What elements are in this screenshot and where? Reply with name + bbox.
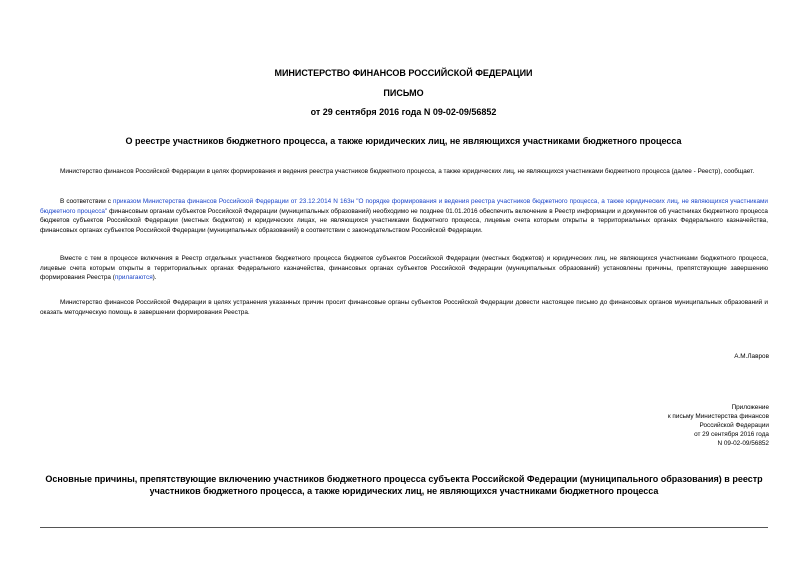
appendix-title: Основные причины, препятствующие включению участников бюджетного процесса субъекта Российской Федерации (муниципального образования) в реестр участников бюджетного процесса, а также юридических лиц, не являющихся участниками бюджетного процесса bbox=[45, 474, 763, 496]
signature: А.М.Лавров bbox=[734, 353, 769, 360]
appendix-line: Российской Федерации bbox=[699, 422, 769, 429]
appendix-link[interactable]: прилагаются bbox=[114, 274, 153, 282]
divider bbox=[40, 527, 768, 528]
appendix-reference bbox=[668, 403, 769, 448]
paragraph-3-end: ). bbox=[152, 274, 157, 282]
appendix-line: от 29 сентября 2016 года bbox=[694, 431, 769, 438]
document-type-heading: ПИСЬМО bbox=[383, 88, 424, 98]
appendix-line: N 09-02-09/56852 bbox=[717, 440, 769, 447]
appendix-line: Приложение bbox=[731, 404, 769, 411]
appendix-line: к письму Министерства финансов bbox=[667, 413, 769, 420]
document-date-number: от 29 сентября 2016 года N 09-02-09/56852 bbox=[310, 107, 497, 117]
paragraph-1: Министерство финансов Российской Федерации в целях формирования и ведения реестра участников бюджетного процесса, а также юридических лиц, не являющихся участниками бюджетного процесса (далее - Реестр), сообщает. bbox=[60, 168, 755, 175]
paragraph-3 bbox=[40, 254, 768, 283]
ministry-heading: МИНИСТЕРСТВО ФИНАНСОВ РОССИЙСКОЙ ФЕДЕРАЦИИ bbox=[274, 68, 533, 78]
paragraph-2 bbox=[40, 197, 768, 235]
document-subject: О реестре участников бюджетного процесса, а также юридических лиц, не являющихся участниками бюджетного процесса bbox=[125, 136, 682, 146]
paragraph-3-text: Вместе с тем в процессе включения в Реестр отдельных участников бюджетного процесса бюджетов субъектов Российской Федерации (местных бюджетов) и юридических лиц, не являющихся участниками бюджетного процесса, лицевые счета которым открыты в территориальных органах Федерального казначейства, финансовых органах субъектов Российской Федерации (муниципальных образований) установлены причины, препятствующие завершению формирования Реестра ( bbox=[40, 255, 768, 282]
paragraph-2-rest: финансовым органам субъектов Российской Федерации (муниципальных образований) необходимо не позднее 01.01.2016 обеспечить включение в Реестр информации и документов об участниках бюджетного процесса бюджетов субъектов Российской Федерации (местных бюджетов) и юридических лицах, не являющихся участниками бюджетного процесса, лицевые счета которым открыты в территориальных органах Федерального казначейства, финансовых органах субъектов Российской Федерации (муниципальных образований) в соответствии с законодательством Российской Федерации. bbox=[40, 207, 768, 234]
paragraph-2-intro: В соответствии с bbox=[60, 198, 114, 205]
order-163n-link[interactable]: приказом Министерства финансов Российской Федерации от 23.12.2014 N 163н "О порядке формирования и ведения реестра участников бюджетного процесса, а также юридических лиц, не являющихся участниками бюджетного процесса" bbox=[40, 198, 768, 215]
paragraph-4: Министерство финансов Российской Федерации в целях устранения указанных причин просит финансовые органы субъектов Российской Федерации довести настоящее письмо до финансовых органов муниципальных образований и оказать методическую помощь в завершении формирования Реестра. bbox=[40, 299, 768, 316]
